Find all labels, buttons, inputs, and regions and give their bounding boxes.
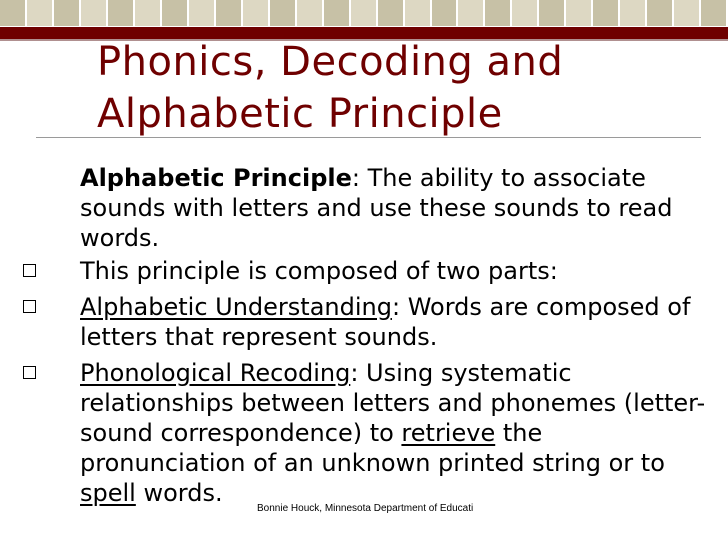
- square-bullet-icon: [23, 366, 36, 379]
- top-decoration-band: [0, 0, 728, 40]
- item-text: This principle is composed of two parts:: [80, 257, 558, 285]
- definition-text: The ability to associate sounds with letters and use these sounds to read words.: [80, 164, 673, 252]
- definition-text: Using systematic relationships between letters and phonemes (letter-sound correspondence) to: [80, 359, 706, 447]
- square-bullet-icon: [23, 264, 36, 277]
- footer-credit: Bonnie Houck, Minnesota Department of Educati: [257, 503, 474, 514]
- list-item: [80, 256, 712, 286]
- term-phonological-recoding: Phonological Recoding: [80, 359, 351, 387]
- title-divider: [36, 137, 701, 138]
- term-spell: spell: [80, 479, 136, 507]
- term-alphabetic-understanding: Alphabetic Understanding: [80, 293, 392, 321]
- term-retrieve: retrieve: [401, 419, 496, 447]
- slide-title: [97, 36, 697, 140]
- list-item: Phonological Recoding: Using systematic relationships between letters and phonemes (letter-sound correspondence) to retrieve the pronunciation of an unknown printed string or to spell words.: [80, 358, 712, 508]
- square-bullet-icon: [23, 300, 36, 313]
- slide-body: [80, 163, 712, 514]
- title-line-1: Phonics, Decoding and: [97, 39, 564, 85]
- definition-text: Words are composed of letters that represent sounds.: [80, 293, 691, 351]
- checkered-squares: [0, 0, 728, 27]
- title-line-2: Alphabetic Principle: [97, 91, 503, 137]
- term-alphabetic-principle: Alphabetic Principle: [80, 164, 352, 192]
- list-item: Alphabetic Principle: The ability to associate sounds with letters and use these sounds to read words.: [80, 164, 673, 252]
- list-item: Alphabetic Understanding: Words are composed of letters that represent sounds.: [80, 292, 712, 352]
